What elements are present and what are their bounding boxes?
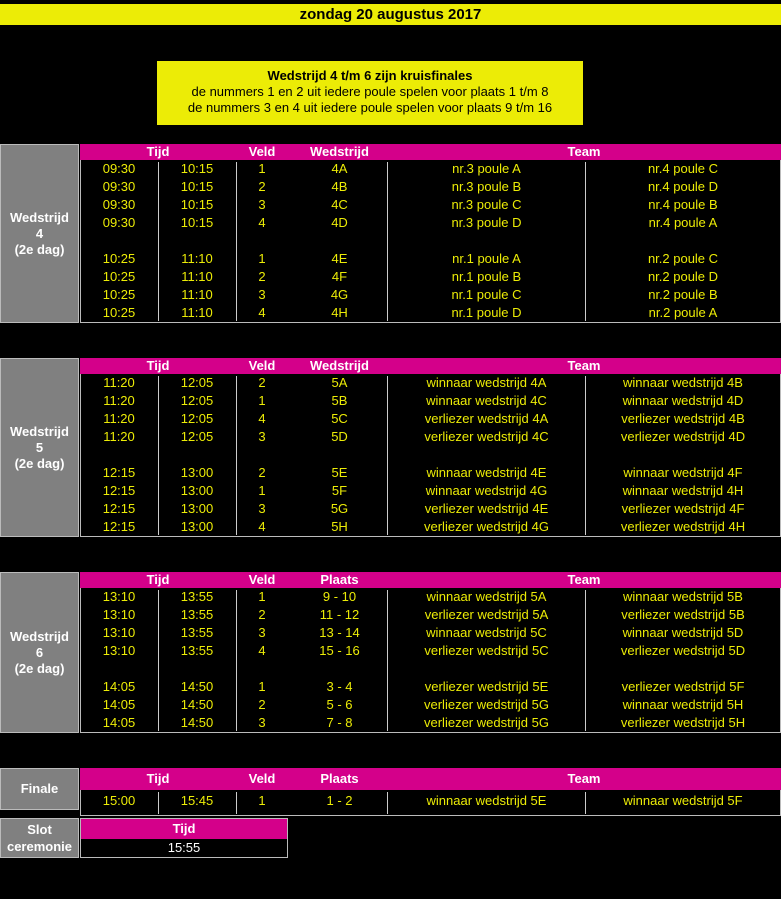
section-label-line: (2e dag) [14, 241, 65, 257]
header-col3: Plaats [320, 572, 359, 587]
team-b: verliezer wedstrijd 4D [620, 429, 746, 444]
start-time: 11:20 [103, 429, 135, 444]
field: 3 [258, 197, 266, 212]
end-time: 10:15 [180, 161, 214, 176]
team-a: nr.1 poule C [451, 287, 522, 302]
start-time: 14:05 [102, 715, 136, 730]
section-table [80, 358, 781, 537]
field: 3 [258, 625, 266, 640]
team-b: winnaar wedstrijd 4F [623, 465, 743, 480]
match: 5E [331, 465, 348, 480]
team-b: nr.4 poule A [648, 215, 718, 230]
section-label-line: Wedstrijd [10, 628, 69, 644]
field: 3 [258, 287, 266, 302]
start-time: 13:10 [102, 625, 136, 640]
end-time: 12:05 [180, 411, 214, 426]
table-row [80, 268, 781, 286]
end-time: 10:15 [180, 215, 214, 230]
field: 4 [258, 215, 266, 230]
table-row [80, 464, 781, 482]
end-time: 13:55 [180, 625, 214, 640]
header-team: Team [567, 144, 601, 159]
table-row [80, 482, 781, 500]
match: 4H [331, 305, 348, 320]
end-time: 13:55 [180, 643, 214, 658]
header-veld: Veld [248, 771, 276, 786]
match: 4E [331, 251, 348, 266]
match: 4C [331, 197, 348, 212]
header-veld: Veld [248, 572, 276, 587]
field: 1 [258, 393, 266, 408]
header-veld: Veld [248, 358, 276, 373]
field: 4 [258, 643, 266, 658]
table-row [80, 606, 781, 624]
end-time: 13:55 [180, 589, 214, 604]
table-row [80, 500, 781, 518]
team-a: verliezer wedstrijd 5G [424, 697, 549, 712]
field: 1 [258, 483, 266, 498]
team-b: nr.4 poule C [647, 161, 719, 176]
table-row [80, 304, 781, 322]
field: 2 [258, 607, 266, 622]
end-time: 10:15 [180, 197, 214, 212]
table-row [80, 374, 781, 392]
start-time: 09:30 [102, 161, 136, 176]
section-label [0, 572, 79, 733]
field: 2 [258, 697, 266, 712]
match: 7 - 8 [326, 715, 353, 730]
team-a: winnaar wedstrijd 5E [426, 793, 547, 808]
start-time: 10:25 [102, 287, 136, 302]
info-box [157, 61, 583, 125]
end-time: 13:00 [180, 465, 214, 480]
team-b: verliezer wedstrijd 4F [621, 501, 745, 516]
field: 1 [258, 251, 266, 266]
section-label-line: 5 [35, 439, 44, 455]
team-b: verliezer wedstrijd 4H [620, 519, 746, 534]
team-a: winnaar wedstrijd 4C [426, 393, 547, 408]
section-label [0, 144, 79, 323]
match: 11 - 12 [319, 607, 360, 622]
team-a: nr.3 poule A [452, 161, 521, 176]
field: 3 [258, 429, 266, 444]
team-a: verliezer wedstrijd 5A [424, 607, 549, 622]
end-time: 12:05 [180, 393, 214, 408]
section-label-line: (2e dag) [14, 660, 65, 676]
team-a: nr.1 poule B [451, 269, 522, 284]
team-b: winnaar wedstrijd 5H [622, 697, 744, 712]
field: 1 [258, 793, 266, 808]
field: 2 [258, 269, 266, 284]
section-label [0, 358, 79, 537]
header-team: Team [567, 771, 601, 786]
header-col3: Wedstrijd [310, 358, 369, 373]
start-time: 12:15 [102, 501, 136, 516]
team-a: winnaar wedstrijd 4A [426, 375, 547, 390]
table-row [80, 160, 781, 178]
start-time: 10:25 [102, 251, 136, 266]
table-row [80, 214, 781, 232]
header-col3: Wedstrijd [310, 144, 369, 159]
team-b: nr.4 poule B [648, 197, 718, 212]
start-time: 09:30 [102, 215, 136, 230]
section-table [80, 768, 781, 810]
header-tijd: Tijd [146, 572, 170, 587]
table-row [80, 250, 781, 268]
match: 5B [331, 393, 348, 408]
team-a: nr.3 poule B [451, 179, 522, 194]
match: 3 - 4 [326, 679, 353, 694]
match: 5D [331, 429, 348, 444]
team-b: verliezer wedstrijd 5D [620, 643, 746, 658]
start-time: 12:15 [102, 483, 136, 498]
table-row [80, 196, 781, 214]
match: 15 - 16 [319, 643, 360, 658]
table-header [80, 572, 781, 588]
info-line-3: de nummers 3 en 4 uit iedere poule spelen voor plaats 9 t/m 16 [187, 100, 553, 115]
field: 1 [258, 589, 266, 604]
end-time: 13:55 [180, 607, 214, 622]
start-time: 14:05 [102, 697, 136, 712]
match: 5C [331, 411, 348, 426]
start-time: 13:10 [102, 643, 136, 658]
team-b: winnaar wedstrijd 4B [623, 375, 743, 390]
table-header [80, 144, 781, 160]
table-row [80, 696, 781, 714]
slot-label-line1: Slot [27, 822, 52, 837]
team-a: nr.3 poule C [451, 197, 522, 212]
header-team: Team [567, 358, 601, 373]
team-a: verliezer wedstrijd 4C [424, 429, 549, 444]
table-row [80, 392, 781, 410]
team-b: winnaar wedstrijd 4D [622, 393, 744, 408]
team-b: verliezer wedstrijd 5B [621, 607, 745, 622]
end-time: 14:50 [180, 697, 214, 712]
team-a: winnaar wedstrijd 4G [425, 483, 548, 498]
team-b: winnaar wedstrijd 5D [622, 625, 744, 640]
team-b: nr.2 poule A [648, 305, 718, 320]
end-time: 14:50 [180, 679, 214, 694]
section-label-line: 4 [35, 225, 44, 241]
match: 4D [331, 215, 348, 230]
end-time: 14:50 [180, 715, 214, 730]
match: 4A [331, 161, 348, 176]
table-row [80, 518, 781, 536]
team-a: verliezer wedstrijd 5G [424, 715, 549, 730]
end-time: 11:10 [181, 305, 213, 320]
field: 2 [258, 179, 266, 194]
field: 4 [258, 305, 266, 320]
slot-label-line2: ceremonie [6, 839, 73, 854]
match: 9 - 10 [322, 589, 357, 604]
field: 4 [258, 519, 266, 534]
header-tijd: Tijd [146, 144, 170, 159]
field: 3 [258, 501, 266, 516]
start-time: 10:25 [102, 305, 136, 320]
end-time: 10:15 [180, 179, 214, 194]
match: 5F [331, 483, 348, 498]
team-a: verliezer wedstrijd 4A [424, 411, 549, 426]
section-label-line: Finale [20, 781, 59, 796]
start-time: 14:05 [102, 679, 136, 694]
header-tijd: Tijd [146, 771, 170, 786]
table-header [80, 768, 781, 790]
end-time: 13:00 [180, 501, 214, 516]
table-row [80, 286, 781, 304]
team-b: nr.2 poule C [647, 251, 719, 266]
start-time: 12:15 [102, 519, 136, 534]
start-time: 15:00 [102, 793, 136, 808]
info-line-2: de nummers 1 en 2 uit iedere poule spelen voor plaats 1 t/m 8 [191, 84, 549, 99]
match: 4G [330, 287, 349, 302]
section-label-line: Wedstrijd [10, 209, 69, 225]
start-time: 09:30 [102, 179, 136, 194]
team-b: winnaar wedstrijd 5B [623, 589, 743, 604]
team-a: verliezer wedstrijd 4G [424, 519, 549, 534]
team-b: nr.2 poule B [648, 287, 718, 302]
match: 5 - 6 [326, 697, 353, 712]
slot-time: 15:55 [81, 839, 287, 857]
team-b: nr.4 poule D [647, 179, 719, 194]
section-label-line: 6 [35, 644, 44, 660]
start-time: 10:25 [102, 269, 136, 284]
team-b: nr.2 poule D [647, 269, 719, 284]
match: 5H [331, 519, 348, 534]
field: 2 [258, 375, 266, 390]
table-row [80, 410, 781, 428]
table-row [80, 178, 781, 196]
end-time: 13:00 [180, 483, 214, 498]
start-time: 13:10 [102, 607, 136, 622]
team-b: verliezer wedstrijd 5F [621, 679, 745, 694]
end-time: 11:10 [181, 269, 213, 284]
slot-ceremonie-table [80, 818, 288, 858]
end-time: 11:10 [181, 251, 213, 266]
team-a: nr.1 poule D [451, 305, 522, 320]
end-time: 13:00 [180, 519, 214, 534]
team-a: winnaar wedstrijd 4E [426, 465, 547, 480]
info-line-1: Wedstrijd 4 t/m 6 zijn kruisfinales [267, 68, 473, 83]
match: 13 - 14 [319, 625, 360, 640]
end-time: 11:10 [181, 287, 213, 302]
section-label-line: Wedstrijd [10, 423, 69, 439]
table-row [80, 624, 781, 642]
team-a: winnaar wedstrijd 5A [426, 589, 547, 604]
section-label-line: (2e dag) [14, 455, 65, 471]
match: 4B [331, 179, 348, 194]
field: 2 [258, 465, 266, 480]
match: 5G [330, 501, 349, 516]
team-b: verliezer wedstrijd 5H [620, 715, 746, 730]
field: 1 [258, 679, 266, 694]
table-row [80, 678, 781, 696]
team-b: verliezer wedstrijd 4B [621, 411, 745, 426]
section-table [80, 572, 781, 733]
field: 1 [258, 161, 266, 176]
table-header [80, 358, 781, 374]
team-a: winnaar wedstrijd 5C [426, 625, 547, 640]
header-veld: Veld [248, 144, 276, 159]
match: 4F [331, 269, 348, 284]
match: 5A [331, 375, 348, 390]
header-team: Team [567, 572, 601, 587]
table-row [80, 428, 781, 446]
start-time: 11:20 [103, 411, 135, 426]
team-a: verliezer wedstrijd 5C [424, 643, 549, 658]
team-a: nr.1 poule A [452, 251, 521, 266]
field: 3 [258, 715, 266, 730]
start-time: 13:10 [102, 589, 136, 604]
start-time: 12:15 [102, 465, 136, 480]
start-time: 11:20 [103, 393, 135, 408]
team-a: verliezer wedstrijd 4E [424, 501, 549, 516]
table-row [80, 642, 781, 660]
table-row [80, 588, 781, 606]
end-time: 12:05 [180, 375, 214, 390]
start-time: 11:20 [103, 375, 135, 390]
section-table [80, 144, 781, 323]
start-time: 09:30 [102, 197, 136, 212]
table-row [80, 714, 781, 732]
date-title: zondag 20 augustus 2017 [0, 4, 781, 25]
team-b: winnaar wedstrijd 4H [622, 483, 744, 498]
header-tijd: Tijd [146, 358, 170, 373]
header-col3: Plaats [320, 771, 359, 786]
table-row [80, 792, 781, 810]
slot-ceremonie-label [0, 818, 79, 858]
team-b: winnaar wedstrijd 5F [623, 793, 743, 808]
match: 1 - 2 [326, 793, 353, 808]
section-label [0, 768, 79, 810]
field: 4 [258, 411, 266, 426]
slot-header-tijd: Tijd [81, 819, 287, 839]
end-time: 12:05 [180, 429, 214, 444]
end-time: 15:45 [180, 793, 214, 808]
team-a: verliezer wedstrijd 5E [424, 679, 549, 694]
team-a: nr.3 poule D [451, 215, 522, 230]
